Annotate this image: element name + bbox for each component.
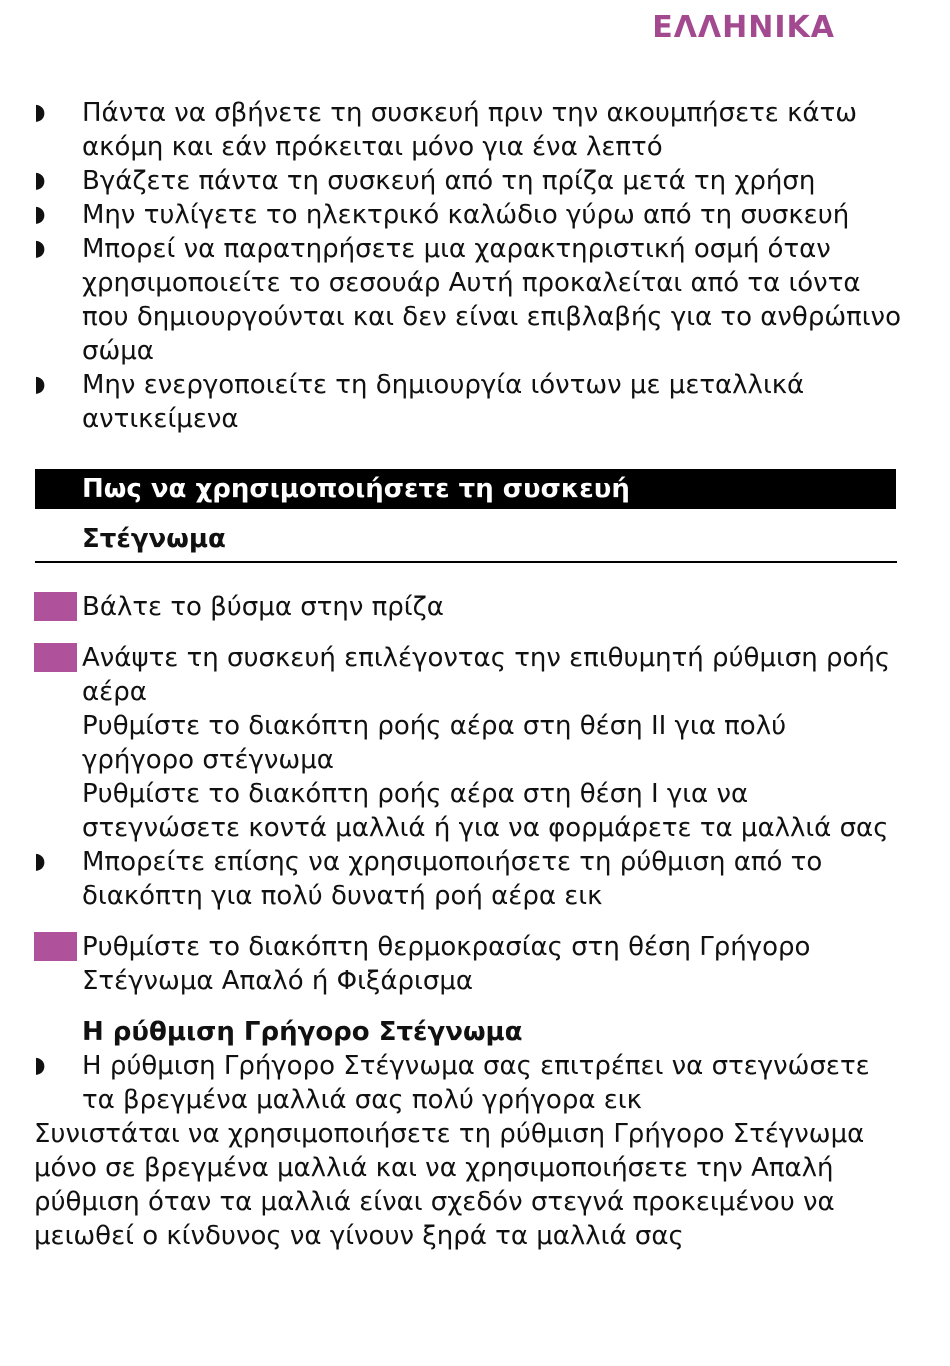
- bullet-icon: ◗: [34, 100, 46, 125]
- paragraph-line: Συνιστάται να χρησιμοποιήσετε τη ρύθμιση Γρήγορο Στέγνωμα: [34, 1119, 865, 1149]
- divider: [35, 561, 897, 563]
- step-text: Ανάψτε τη συσκευή επιλέγοντας την επιθυμητή ρύθμιση ροής: [82, 643, 891, 673]
- paragraph-line: μόνο σε βρεγμένα μαλλιά και να χρησιμοποιήσετε την Απαλή: [34, 1153, 834, 1183]
- list-item: Μπορείτε επίσης να χρησιμοποιήσετε τη ρύθμιση από το: [82, 847, 823, 877]
- list-item: Μπορεί να παρατηρήσετε μια χαρακτηριστική οσμή όταν: [82, 234, 831, 264]
- bullet-icon: ◗: [34, 236, 46, 261]
- list-item: ακόμη και εάν πρόκειται μόνο για ένα λεπτό: [82, 132, 663, 162]
- step-text: Ρυθμίστε το διακόπτη ροής αέρα στη θέση I για να: [82, 779, 749, 809]
- step-text: Βάλτε το βύσμα στην πρίζα: [82, 592, 444, 622]
- bullet-icon: ◗: [34, 372, 46, 397]
- bullet-icon: ◗: [34, 168, 46, 193]
- bullet-icon: ◗: [34, 202, 46, 227]
- bullet-icon: ◗: [34, 1053, 46, 1078]
- section-title: Πως να χρησιμοποιήσετε τη συσκευή: [82, 474, 630, 504]
- step-marker: [34, 932, 77, 961]
- bullet-icon: ◗: [34, 849, 46, 874]
- language-label: ΕΛΛΗΝΙΚΑ: [652, 10, 835, 45]
- list-item: σώμα: [82, 336, 154, 366]
- list-item: τα βρεγμένα μαλλιά σας πολύ γρήγορα εικ: [82, 1085, 642, 1115]
- list-item: Η ρύθμιση Γρήγορο Στέγνωμα σας επιτρέπει να στεγνώσετε: [82, 1051, 870, 1081]
- paragraph-line: μειωθεί ο κίνδυνος να γίνουν ξηρά τα μαλλιά σας: [34, 1221, 684, 1251]
- step-text: γρήγορο στέγνωμα: [82, 745, 334, 775]
- list-item: διακόπτη για πολύ δυνατή ροή αέρα εικ: [82, 881, 603, 911]
- list-item: Πάντα να σβήνετε τη συσκευή πριν την ακουμπήσετε κάτω: [82, 98, 857, 128]
- step-text: Στέγνωμα Απαλό ή Φιξάρισμα: [82, 966, 474, 996]
- list-item: που δημιουργούνται και δεν είναι επιβλαβής για το ανθρώπινο: [82, 302, 901, 332]
- list-item: Μην τυλίγετε το ηλεκτρικό καλώδιο γύρω από τη συσκευή: [82, 200, 850, 230]
- step-text: Ρυθμίστε το διακόπτη ροής αέρα στη θέση II για πολύ: [82, 711, 787, 741]
- step-text: αέρα: [82, 677, 147, 707]
- subsection-title-drying: Στέγνωμα: [82, 524, 226, 554]
- list-item: Μην ενεργοποιείτε τη δημιουργία ιόντων με μεταλλικά: [82, 370, 805, 400]
- subsection-title-fast: Η ρύθμιση Γρήγορο Στέγνωμα: [82, 1017, 523, 1047]
- step-marker: [34, 643, 77, 672]
- list-item: αντικείμενα: [82, 404, 239, 434]
- section-header-bar: [35, 469, 896, 509]
- step-text: Ρυθμίστε το διακόπτη θερμοκρασίας στη θέση Γρήγορο: [82, 932, 811, 962]
- step-text: στεγνώσετε κοντά μαλλιά ή για να φορμάρετε τα μαλλιά σας: [82, 813, 889, 843]
- step-marker: [34, 592, 77, 621]
- list-item: χρησιμοποιείτε το σεσουάρ Αυτή προκαλείται από τα ιόντα: [82, 268, 861, 298]
- paragraph-line: ρύθμιση όταν τα μαλλιά είναι σχεδόν στεγνά προκειμένου να: [34, 1187, 835, 1217]
- list-item: Βγάζετε πάντα τη συσκευή από τη πρίζα μετά τη χρήση: [82, 166, 816, 196]
